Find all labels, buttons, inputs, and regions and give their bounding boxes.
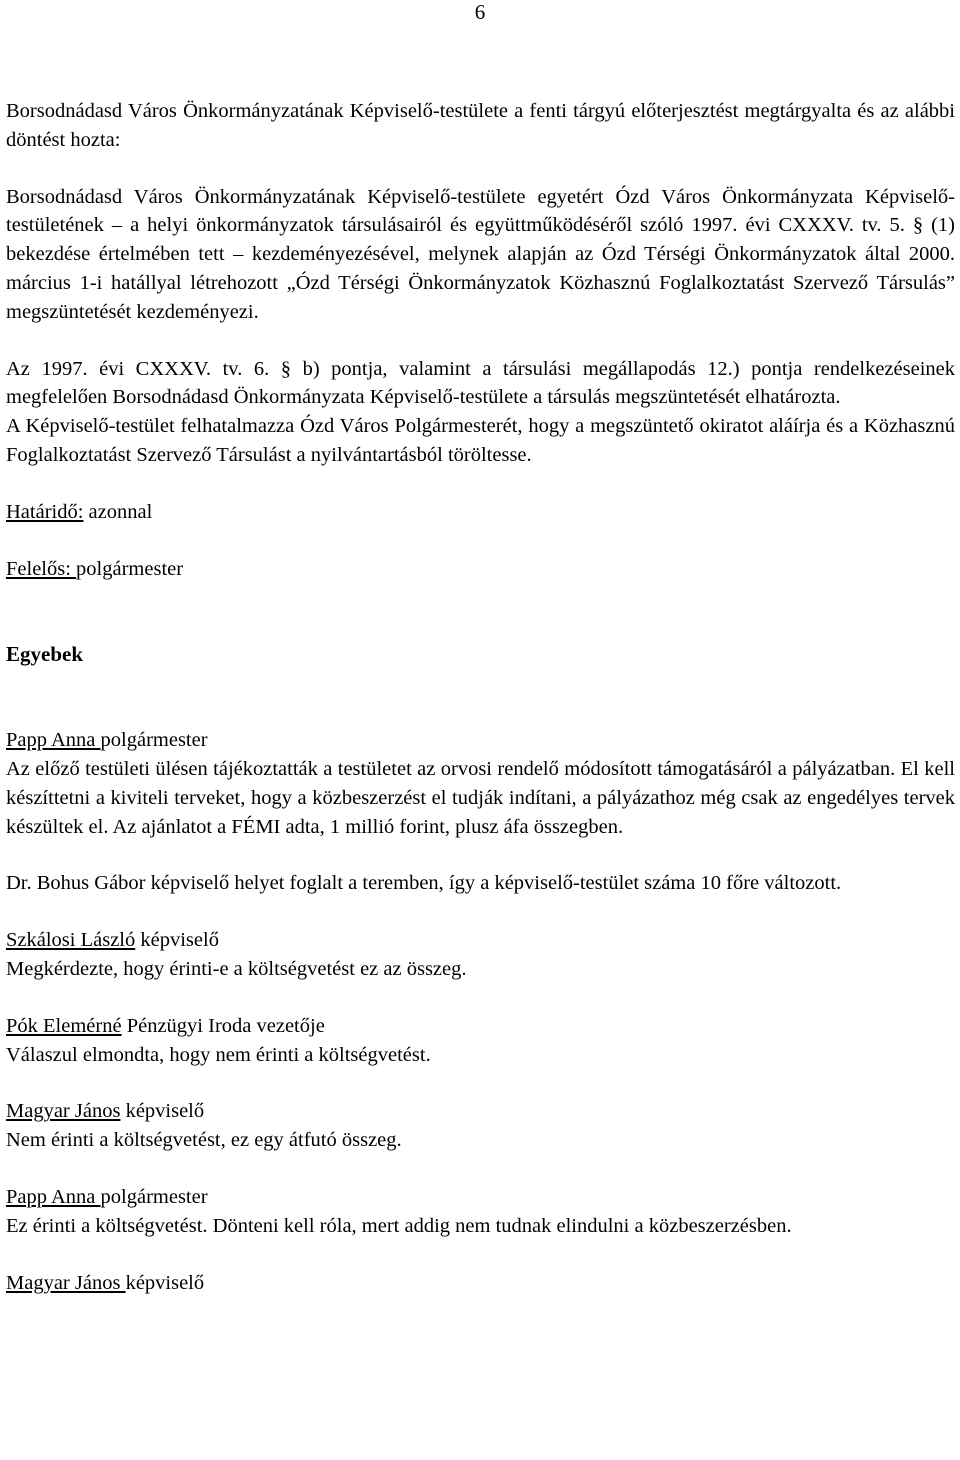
- document-body: [6, 97, 955, 1297]
- deadline-value: azonnal: [83, 500, 153, 523]
- speaker-text: Válaszul elmondta, hogy nem érinti a költségvetést.: [6, 1043, 431, 1066]
- entry: [6, 926, 955, 984]
- speaker-line: [6, 926, 955, 955]
- speaker-line: [6, 726, 955, 755]
- speaker-text: Ez érinti a költségvetést. Dönteni kell róla, mert addig nem tudnak elindulni a közbeszerzésben.: [6, 1214, 792, 1237]
- responsible-line: [6, 555, 955, 584]
- speaker-role: polgármester: [100, 729, 208, 752]
- responsible-value: polgármester: [76, 557, 184, 580]
- entry: [6, 1269, 955, 1298]
- speaker-name: Magyar János: [6, 1100, 121, 1123]
- section-title: Egyebek: [6, 642, 84, 667]
- responsible-label: Felelős:: [6, 557, 77, 580]
- entry: [6, 1097, 955, 1155]
- decision-paragraph-2: Az 1997. évi CXXXV. tv. 6. § b) pontja, valamint a társulási megállapodás 12.) pontja rendelkezéseinek megfelelően Borsodnádasd Önkormányzata Képviselő-testülete a társulás megszüntetését elhatározta.: [6, 357, 955, 409]
- decision-paragraph-3: A Képviselő-testület felhatalmazza Ózd Város Polgármesterét, hogy a megszüntető okiratot aláírja és a Közhasznú Foglalkoztatást Szervező Társulást a nyilvántartásból töröltesse.: [6, 415, 955, 466]
- speaker-text: Az előző testületi ülésen tájékoztatták a testületet az orvosi rendelő módosított támogatásáról a pályázatban. El kell készíttetni a kiviteli terveket, hogy a közbeszerzést el tudják indítani, a pályázathoz még csak az engedélyes tervek készültek el. Az ajánlatot a FÉMI adta, 1 millió forint, plusz áfa összegben.: [6, 757, 955, 838]
- intro-paragraph: Borsodnádasd Város Önkormányzatának Képviselő-testülete a fenti tárgyú előterjesztést megtárgyalta és az alábbi döntést hozta:: [6, 100, 955, 151]
- speaker-name: Szkálosi László: [6, 929, 136, 952]
- speaker-name: Pók Elemérné: [6, 1014, 122, 1037]
- speaker-line: [6, 1183, 955, 1212]
- entry: [6, 1012, 955, 1070]
- decision-paragraph-1: Borsodnádasd Város Önkormányzatának Képviselő-testülete egyetért Ózd Város Önkormányzata Képviselő-testületének – a helyi önkormányzatok társulásairól és együttműködéséről szóló 1997. évi CXXXV. tv. 5. § (1) bekezdése értelmében tett – kezdeményezésével, melynek alapján az Ózd Térségi Önkormányzatok által 2000. március 1-i hatállyal létrehozott „Ózd Térségi Önkormányzatok Közhasznú Foglalkoztatást Szervező Társulás” megszüntetését kezdeményezi.: [6, 185, 955, 323]
- entry: [6, 1183, 955, 1241]
- speaker-name: Magyar János: [6, 1271, 126, 1294]
- speaker-line: [6, 1097, 955, 1126]
- page-number: 6: [474, 0, 486, 24]
- entry: [6, 869, 955, 898]
- speaker-role: képviselő: [125, 1271, 205, 1294]
- speaker-line: [6, 1012, 955, 1041]
- speaker-text: Nem érinti a költségvetést, ez egy átfutó összeg.: [6, 1129, 402, 1152]
- deadline-line: [6, 498, 955, 527]
- note-text: Dr. Bohus Gábor képviselő helyet foglalt a teremben, így a képviselő-testület száma 10 főre változott.: [6, 872, 842, 895]
- speaker-role: képviselő: [120, 1100, 205, 1123]
- speaker-role: képviselő: [135, 929, 219, 952]
- speaker-name: Papp Anna: [6, 1185, 101, 1208]
- entry: [6, 726, 955, 841]
- speaker-name: Papp Anna: [6, 729, 101, 752]
- speaker-role: polgármester: [100, 1185, 208, 1208]
- deadline-label: Határidő:: [6, 500, 84, 523]
- speaker-text: Megkérdezte, hogy érinti-e a költségvetést ez az összeg.: [6, 957, 467, 980]
- speaker-role: Pénzügyi Iroda vezetője: [121, 1014, 325, 1037]
- speaker-line: [6, 1269, 955, 1298]
